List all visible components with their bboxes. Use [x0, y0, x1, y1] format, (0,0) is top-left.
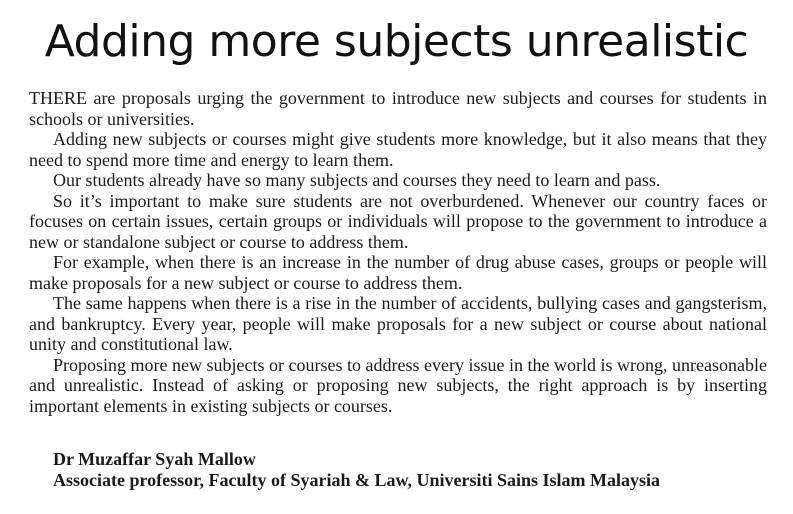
paragraph-4: So it’s important to make sure students are not overburdened. Whenever our country faces or focuses on certain issues, certain groups or individuals will propose to the government to introduce a new or standalone subject or course to address them.: [29, 190, 767, 252]
author-name: Dr Muzaffar Syah Mallow: [53, 449, 256, 469]
paragraph-7: Proposing more new subjects or courses to address every issue in the world is wrong, unreasonable and unrealistic. Instead of asking or proposing new subjects, the right approach is by inserting important elements in existing subjects or courses.: [29, 354, 767, 416]
author-title: Associate professor, Faculty of Syariah & Law, Universiti Sains Islam Malaysia: [53, 469, 661, 490]
paragraph-2: Adding new subjects or courses might give students more knowledge, but it also means that they need to spend more time and energy to learn them.: [29, 129, 767, 170]
paragraph-3: Our students already have so many subjects and courses they need to learn and pass.: [53, 170, 661, 190]
paragraph-5: For example, when there is an increase in the number of drug abuse cases, groups or people will make proposals for a new subject or course to address them.: [29, 252, 767, 293]
paragraph-1: THERE are proposals urging the government to introduce new subjects and courses for students in schools or universities.: [29, 88, 767, 129]
paragraph-6: The same happens when there is a rise in the number of accidents, bullying cases and gangsterism, and bankruptcy. Every year, people will make proposals for a new subject or course about national unity and constitutional law.: [29, 293, 767, 354]
author-signature: [53, 449, 773, 490]
letter-body: [29, 88, 767, 416]
headline: Adding more subjects unrealistic: [44, 16, 749, 67]
